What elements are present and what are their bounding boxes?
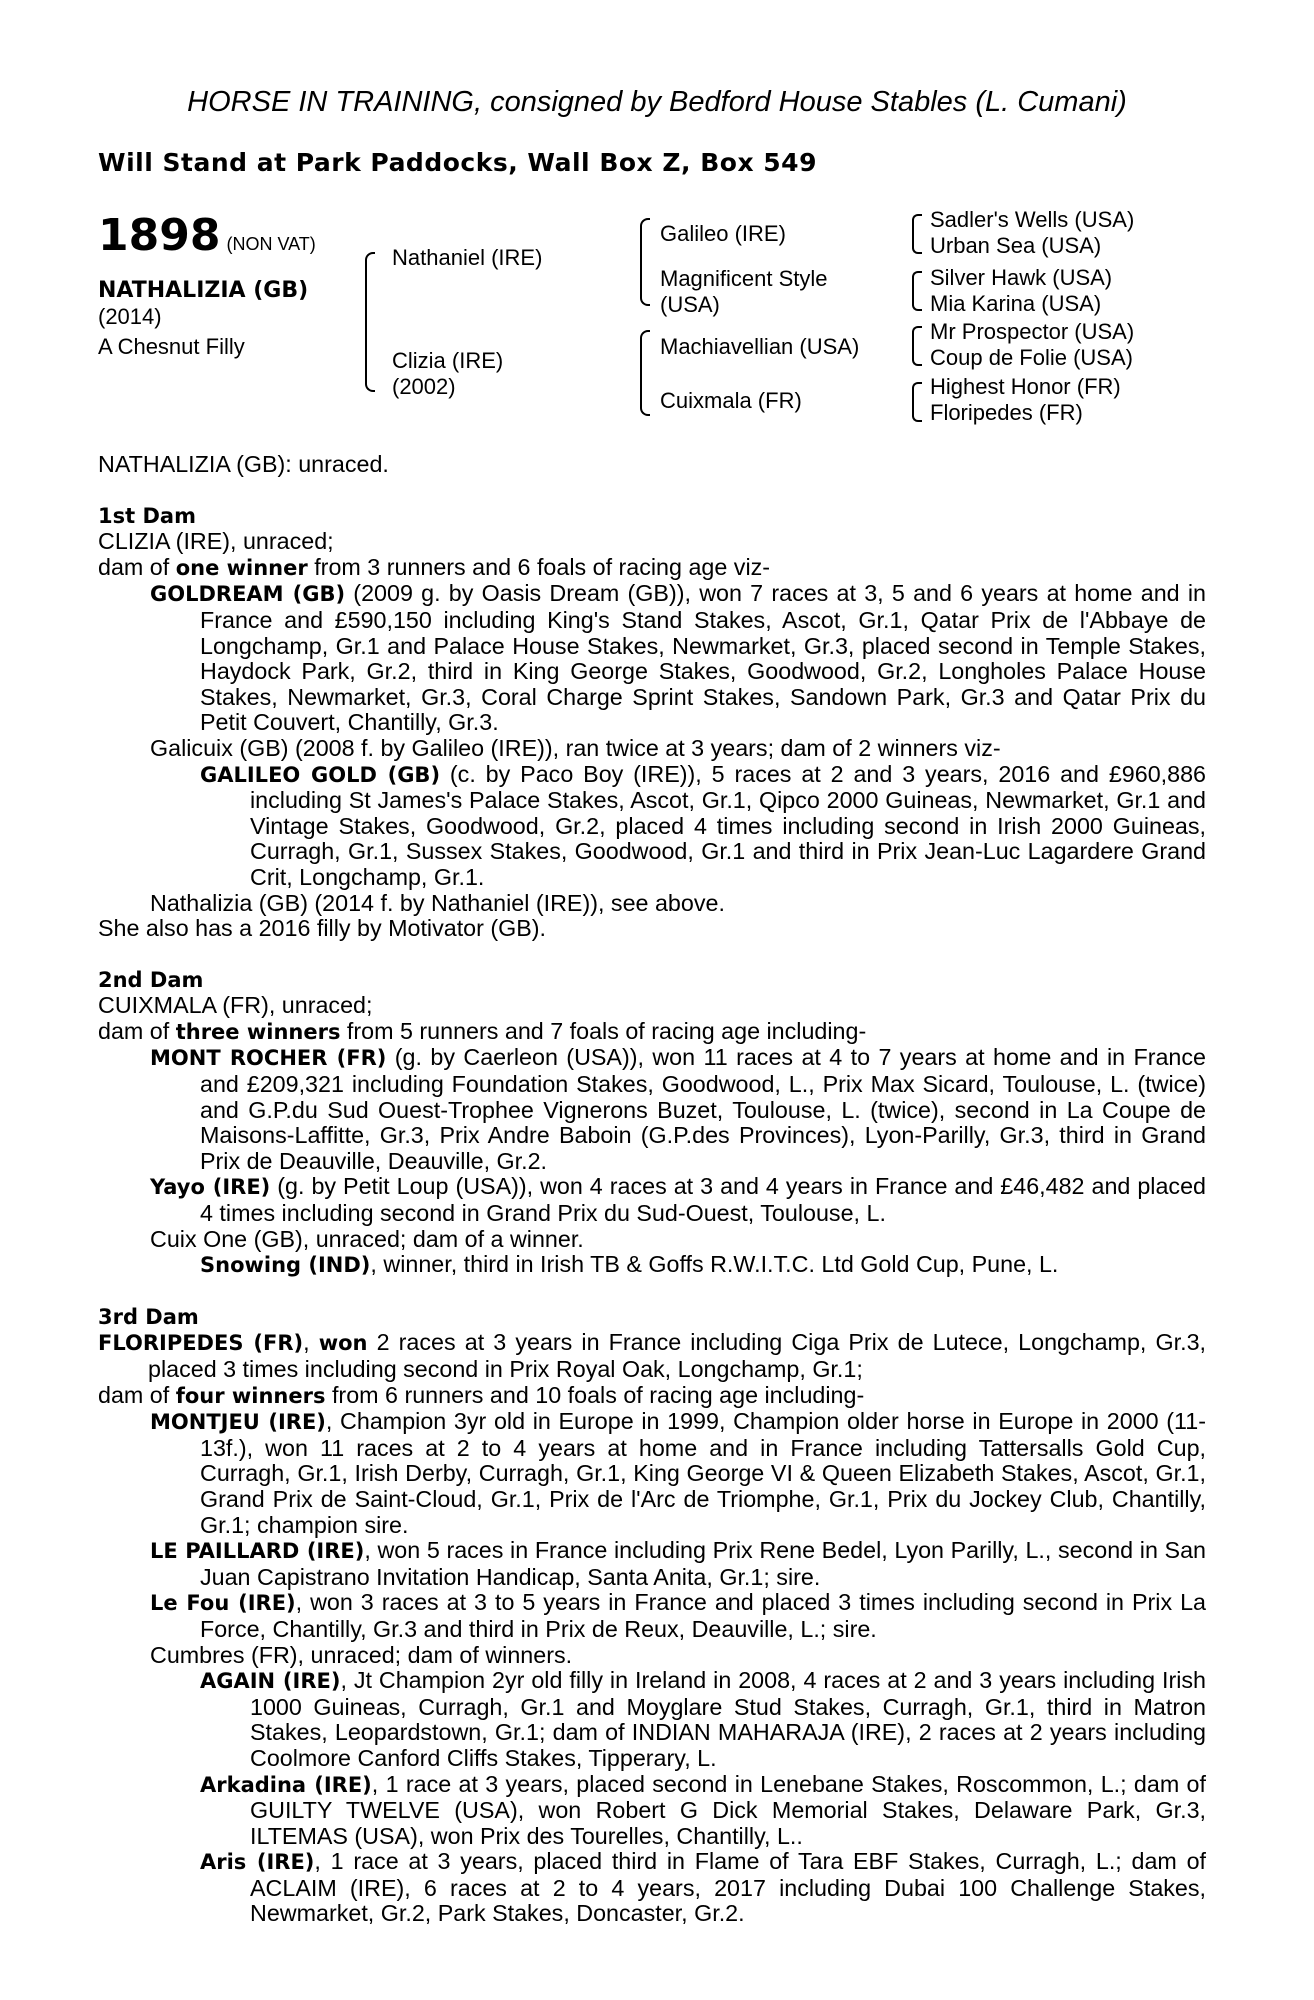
section-heading: 2nd Dam	[98, 967, 204, 992]
pedigree-brace	[912, 271, 922, 311]
pedigree-brace	[912, 382, 922, 422]
list-item: Cuix One (GB), unraced; dam of a winner.	[150, 1225, 584, 1252]
list-item: Le Fou (IRE), won 3 races at 3 to 5 years in France and placed 3 times including second in Prix La Force, Chantilly, Gr.3 and third in Prix de Reux, Deauville, L.; sire.	[150, 1589, 1206, 1642]
pedigree-brace	[640, 330, 650, 416]
ss-dam: Urban Sea (USA)	[930, 233, 1102, 258]
dam-line: CUIXMALA (FR), unraced;	[98, 992, 373, 1019]
section-heading: 3rd Dam	[98, 1304, 199, 1329]
sire-sire: Galileo (IRE)	[660, 221, 786, 246]
dam: Clizia (IRE)	[392, 348, 504, 373]
dd-sire: Highest Honor (FR)	[930, 374, 1121, 399]
list-item: GALILEO GOLD (GB) (c. by Paco Boy (IRE)), 5 races at 2 and 3 years, 2016 and £960,886 including St James's Palace Stakes, Ascot, Gr.1, Qipco 2000 Guineas, Newmarket, Gr.1 and Vintage Stakes, Goodwood, Gr.2, placed 4 times including second in Irish 2000 Guineas, Curragh, Gr.1, Sussex Stakes, Goodwood, Gr.1 and third in Prix Jean-Luc Lagardere Grand Crit, Longchamp, Gr.1.	[200, 760, 1206, 890]
sd-dam: Mia Karina (USA)	[930, 291, 1102, 316]
pedigree-brace	[365, 252, 375, 392]
dam-line: CLIZIA (IRE), unraced;	[98, 528, 334, 555]
section-heading: 1st Dam	[98, 503, 196, 528]
pedigree-brace	[640, 218, 650, 306]
list-item: Galicuix (GB) (2008 f. by Galileo (IRE)), ran twice at 3 years; dam of 2 winners viz-	[150, 734, 1001, 761]
list-item: AGAIN (IRE), Jt Champion 2yr old filly in Ireland in 2008, 4 races at 2 and 3 years including Irish 1000 Guineas, Curragh, Gr.1 and Moyglare Stud Stakes, Curragh, Gr.1, third in Matron Stakes, Leopardstown, Gr.1; dam of INDIAN MAHARAJA (IRE), 2 races at 2 years including Coolmore Canford Cliffs Stakes, Tipperary, L.	[200, 1667, 1207, 1771]
dam-year: (2002)	[392, 374, 456, 399]
stand-location: Will Stand at Park Paddocks, Wall Box Z, Box 549	[98, 148, 817, 177]
lot-number-block	[98, 210, 316, 261]
catalogue-body	[98, 452, 1206, 1927]
sd-sire: Silver Hawk (USA)	[930, 265, 1113, 290]
list-item: Arkadina (IRE), 1 race at 3 years, placed second in Lenebane Stakes, Roscommon, L.; dam of GUILTY TWELVE (USA), won Robert G Dick Memorial Stakes, Delaware Park, Gr.3, ILTEMAS (USA), won Prix des Tourelles, Chantilly, L..	[200, 1770, 1206, 1849]
vat-status: (NON VAT)	[226, 234, 316, 254]
ds-dam: Coup de Folie (USA)	[930, 345, 1133, 370]
list-item: Aris (IRE), 1 race at 3 years, placed third in Flame of Tara EBF Stakes, Curragh, L.; dam of ACLAIM (IRE), 6 races at 2 to 4 years, 2017 including Dubai 100 Challenge Stakes, Newmarket, Gr.2, Park Stakes, Doncaster, Gr.2.	[200, 1848, 1206, 1927]
list-item: LE PAILLARD (IRE), won 5 races in France including Prix Rene Bedel, Lyon Parilly, L., second in San Juan Capistrano Invitation Handicap, Santa Anita, Gr.1; sire.	[150, 1537, 1206, 1590]
ds-sire: Mr Prospector (USA)	[930, 319, 1135, 344]
sire: Nathaniel (IRE)	[392, 245, 543, 270]
dam-line: FLORIPEDES (FR), won 2 races at 3 years in France including Ciga Prix de Lutece, Longchamp, Gr.3, placed 3 times including second in Prix Royal Oak, Longchamp, Gr.1;	[98, 1329, 1206, 1382]
dam-dam: Cuixmala (FR)	[660, 388, 802, 413]
produce-summary: dam of one winner from 3 runners and 6 foals of racing age viz-	[98, 553, 771, 580]
list-item: Cumbres (FR), unraced; dam of winners.	[150, 1641, 573, 1668]
list-item: MONTJEU (IRE), Champion 3yr old in Europe in 1999, Champion older horse in Europe in 2000 (11-13f.), won 11 races at 2 to 4 years at home and in France including Tattersalls Gold Cup, Curragh, Gr.1, Irish Derby, Curragh, Gr.1, King George VI & Queen Elizabeth Stakes, Ascot, Gr.1, Grand Prix de Saint-Cloud, Gr.1, Prix de l'Arc de Triomphe, Gr.1, Prix du Jockey Club, Chantilly, Gr.1; champion sire.	[150, 1408, 1206, 1538]
dd-dam: Floripedes (FR)	[930, 400, 1083, 425]
horse-description: A Chesnut Filly	[98, 334, 245, 359]
horse-name: NATHALIZIA (GB)	[98, 278, 309, 303]
sire-dam: Magnificent Style	[660, 266, 828, 291]
page-title: HORSE IN TRAINING, consigned by Bedford House Stables (L. Cumani)	[187, 86, 1127, 118]
list-item: Nathalizia (GB) (2014 f. by Nathaniel (IRE)), see above.	[150, 889, 725, 916]
dam-sire: Machiavellian (USA)	[660, 334, 860, 359]
sire-dam-country: (USA)	[660, 292, 720, 317]
list-item: Snowing (IND), winner, third in Irish TB & Goffs R.W.I.T.C. Ltd Gold Cup, Pune, L.	[200, 1251, 1059, 1278]
list-item: GOLDREAM (GB) (2009 g. by Oasis Dream (GB)), won 7 races at 3, 5 and 6 years at home and in France and £590,150 including King's Stand Stakes, Ascot, Gr.1, Qatar Prix de l'Abbaye de Longchamp, Gr.1 and Palace House Stakes, Newmarket, Gr.3, placed second in Temple Stakes, Haydock Park, Gr.2, third in King George Stakes, Goodwood, Gr.2, Longholes Palace House Stakes, Newmarket, Gr.3, Coral Charge Sprint Stakes, Sandown Park, Gr.3 and Qatar Prix du Petit Couvert, Chantilly, Gr.3.	[150, 580, 1206, 736]
list-item: MONT ROCHER (FR) (g. by Caerleon (USA)), won 11 races at 4 to 7 years at home and in France and £209,321 including Foundation Stakes, Goodwood, L., Prix Max Sicard, Toulouse, L. (twice) and G.P.du Sud Ouest-Trophee Vignerons Buzet, Toulouse, L. (twice), second in La Coupe de Maisons-Laffitte, Gr.3, Prix Andre Baboin (G.P.des Provinces), Lyon-Parilly, Gr.3, third in Grand Prix de Deauville, Deauville, Gr.2.	[150, 1044, 1206, 1174]
produce-summary: dam of four winners from 6 runners and 10 foals of racing age including-	[98, 1381, 865, 1408]
list-item: She also has a 2016 filly by Motivator (GB).	[98, 915, 547, 942]
pedigree-brace	[912, 214, 922, 254]
horse-year: (2014)	[98, 304, 162, 329]
list-item: Yayo (IRE) (g. by Petit Loup (USA)), won 4 races at 3 and 4 years in France and £46,482 and placed 4 times including second in Grand Prix du Sud-Ouest, Toulouse, L.	[150, 1173, 1206, 1227]
produce-summary: dam of three winners from 5 runners and 7 foals of racing age including-	[98, 1017, 867, 1044]
pedigree-brace	[912, 326, 922, 366]
intro-line: NATHALIZIA (GB): unraced.	[98, 451, 389, 477]
ss-sire: Sadler's Wells (USA)	[930, 207, 1135, 232]
lot-number: 1898	[98, 210, 221, 261]
